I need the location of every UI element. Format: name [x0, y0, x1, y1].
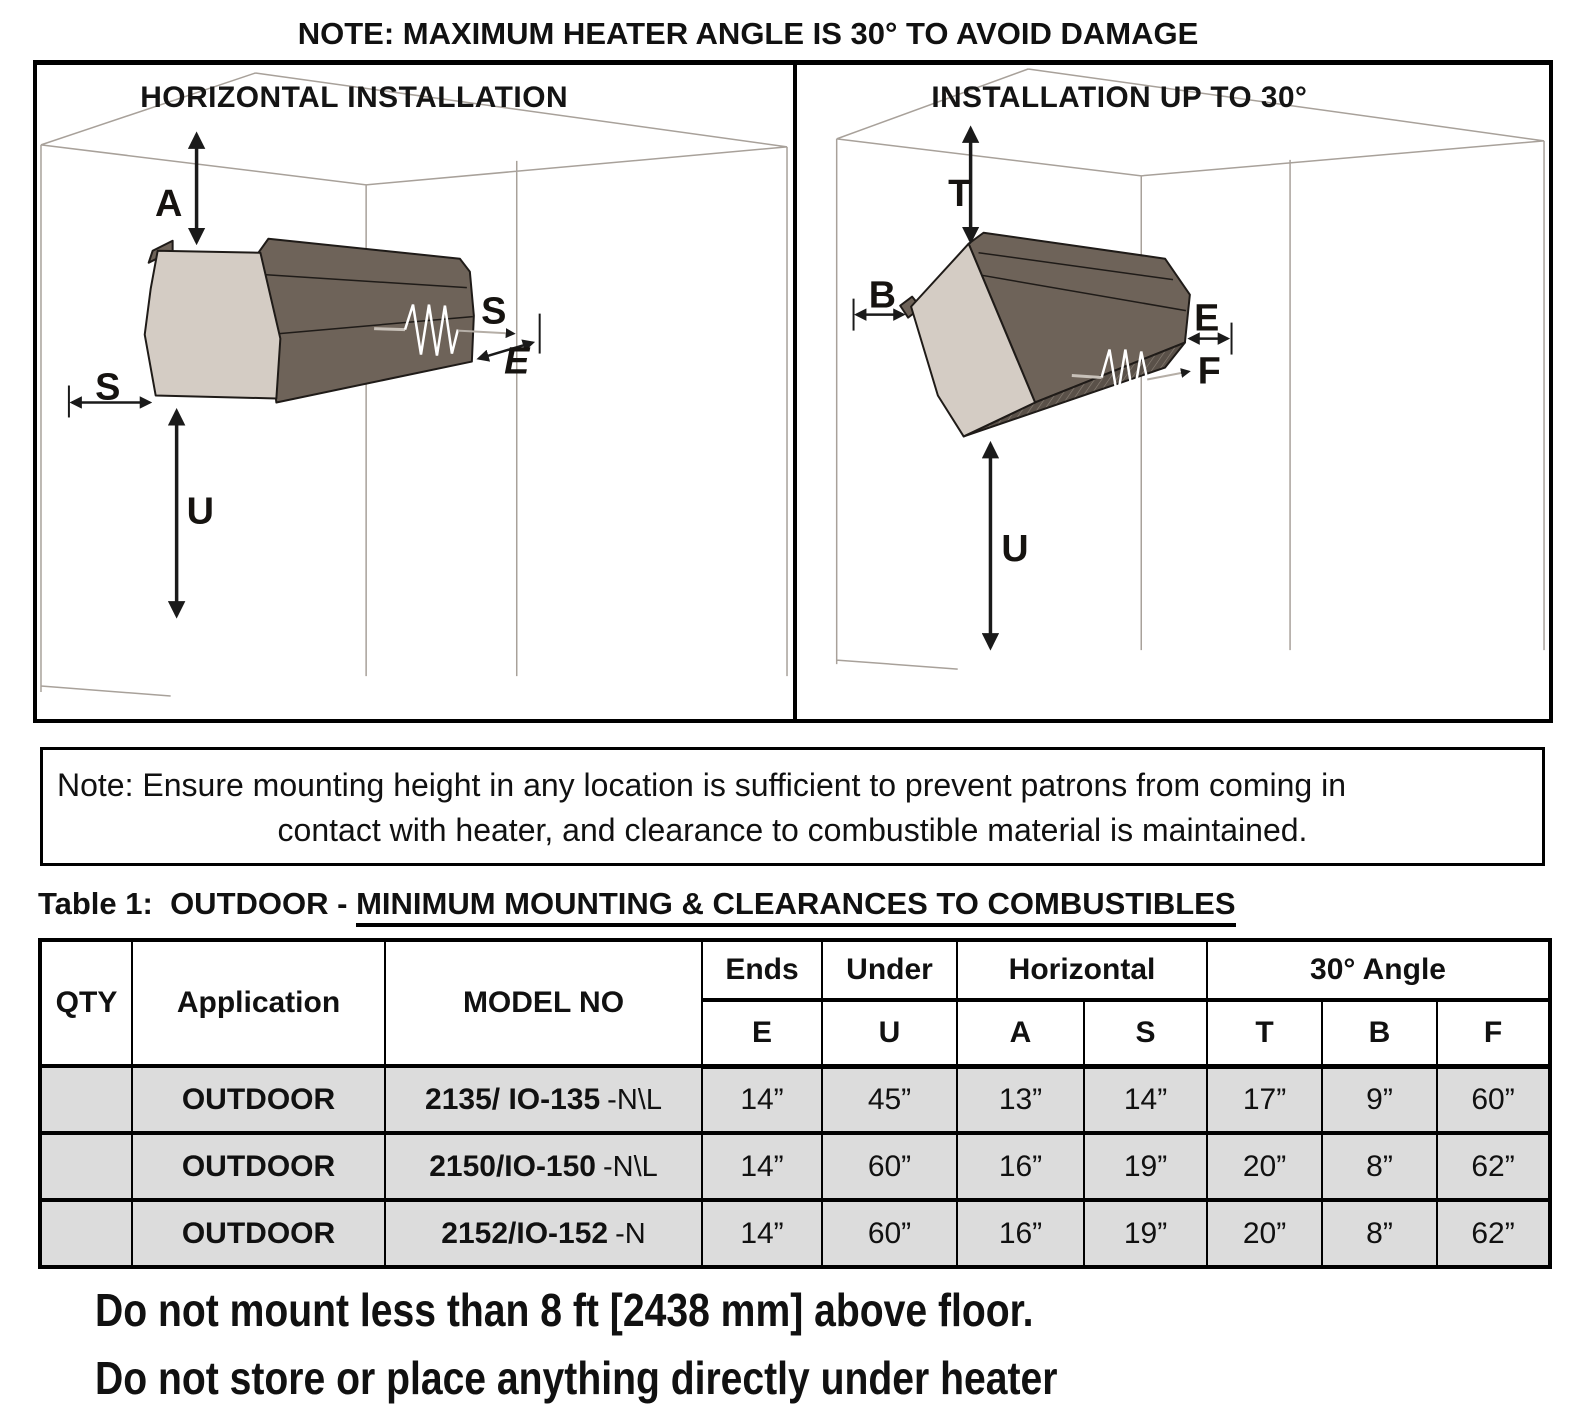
- horizontal-s-cell: 19”: [1084, 1133, 1207, 1200]
- col-sub-f: F: [1437, 1000, 1550, 1066]
- label-a: A: [154, 182, 183, 225]
- horizontal-s-cell: 19”: [1084, 1200, 1207, 1267]
- model-number: 2135/ IO-135: [425, 1082, 601, 1116]
- application-cell: OUTDOOR: [132, 1133, 385, 1200]
- angle-b-cell: 9”: [1322, 1066, 1437, 1133]
- col-header-model: MODEL NO: [385, 940, 702, 1066]
- horizontal-a-cell: 13”: [957, 1066, 1084, 1133]
- col-group-ends: Ends: [702, 940, 822, 1000]
- horizontal-installation-panel: [37, 65, 793, 719]
- label-e: E: [504, 340, 530, 383]
- panel-title: INSTALLATION UP TO 30°: [931, 80, 1308, 114]
- under-u-cell: 45”: [822, 1066, 957, 1133]
- heater-end-face: [145, 251, 281, 399]
- angle-b-cell: 8”: [1322, 1133, 1437, 1200]
- ends-e-cell: 14”: [702, 1133, 822, 1200]
- note-line-1: Note: Ensure mounting height in any location is sufficient to prevent patrons from coming in: [57, 767, 1346, 803]
- label-f: F: [1197, 350, 1221, 393]
- warning-store-under: Do not store or place anything directly under heater: [95, 1352, 1058, 1404]
- table-caption-underlined: MINIMUM MOUNTING & CLEARANCES TO COMBUSTIBLES: [356, 886, 1235, 927]
- model-suffix: -N\L: [603, 1150, 658, 1183]
- angle-f-cell: 62”: [1437, 1200, 1550, 1267]
- angle-f-cell: 62”: [1437, 1133, 1550, 1200]
- col-group-under: Under: [822, 940, 957, 1000]
- col-header-qty: QTY: [40, 940, 132, 1066]
- label-e: E: [1194, 297, 1220, 340]
- ends-e-cell: 14”: [702, 1200, 822, 1267]
- col-header-application: Application: [132, 940, 385, 1066]
- col-group-angle: 30° Angle: [1207, 940, 1550, 1000]
- angle-t-cell: 20”: [1207, 1200, 1322, 1267]
- mounting-note-box: [40, 747, 1545, 866]
- col-sub-u: U: [822, 1000, 957, 1066]
- page-title: NOTE: MAXIMUM HEATER ANGLE IS 30° TO AVOID DAMAGE: [297, 16, 1199, 51]
- horizontal-a-cell: 16”: [957, 1133, 1084, 1200]
- table-caption-prefix: Table 1: OUTDOOR -: [38, 886, 357, 921]
- table-row: [40, 1133, 1550, 1200]
- angle-t-cell: 20”: [1207, 1133, 1322, 1200]
- label-s-side: S: [95, 366, 121, 409]
- label-s-end: S: [481, 290, 507, 333]
- model-cell: [385, 1133, 702, 1200]
- label-b: B: [868, 274, 896, 317]
- label-u: U: [1001, 528, 1029, 571]
- col-sub-s: S: [1084, 1000, 1207, 1066]
- clearance-table: [38, 938, 1552, 1269]
- model-cell: [385, 1066, 702, 1133]
- model-cell: [385, 1200, 702, 1267]
- angle-f-cell: 60”: [1437, 1066, 1550, 1133]
- label-t: T: [948, 172, 972, 215]
- warning-mount-height: Do not mount less than 8 ft [2438 mm] above floor.: [95, 1284, 1034, 1336]
- model-number: 2152/IO-152: [441, 1216, 609, 1250]
- col-group-horizontal: Horizontal: [957, 940, 1207, 1000]
- ends-e-cell: 14”: [702, 1066, 822, 1133]
- qty-cell: [40, 1066, 132, 1133]
- angled-installation-panel: [797, 65, 1549, 719]
- table-caption: [38, 886, 1236, 922]
- element-lead-left: [374, 329, 405, 330]
- col-sub-e: E: [702, 1000, 822, 1066]
- installation-diagram-box: [33, 60, 1553, 723]
- angle-b-cell: 8”: [1322, 1200, 1437, 1267]
- element-lead-f: [1147, 372, 1189, 380]
- label-u: U: [186, 490, 214, 533]
- panel-title: HORIZONTAL INSTALLATION: [140, 80, 569, 114]
- col-sub-a: A: [957, 1000, 1084, 1066]
- model-suffix: -N: [615, 1217, 646, 1250]
- qty-cell: [40, 1200, 132, 1267]
- horizontal-s-cell: 14”: [1084, 1066, 1207, 1133]
- horizontal-a-cell: 16”: [957, 1200, 1084, 1267]
- table-row: [40, 1066, 1550, 1133]
- col-sub-b: B: [1322, 1000, 1437, 1066]
- col-sub-t: T: [1207, 1000, 1322, 1066]
- angle-t-cell: 17”: [1207, 1066, 1322, 1133]
- under-u-cell: 60”: [822, 1133, 957, 1200]
- element-lead-left: [1072, 376, 1102, 378]
- application-cell: OUTDOOR: [132, 1066, 385, 1133]
- model-suffix: -N\L: [607, 1083, 662, 1116]
- model-number: 2150/IO-150: [429, 1149, 596, 1183]
- qty-cell: [40, 1133, 132, 1200]
- under-u-cell: 60”: [822, 1200, 957, 1267]
- note-line-2: contact with heater, and clearance to combustible material is maintained.: [277, 812, 1308, 848]
- angled-installation-diagram: [797, 65, 1549, 719]
- application-cell: OUTDOOR: [132, 1200, 385, 1267]
- table-row: [40, 1200, 1550, 1267]
- horizontal-installation-diagram: [37, 65, 793, 719]
